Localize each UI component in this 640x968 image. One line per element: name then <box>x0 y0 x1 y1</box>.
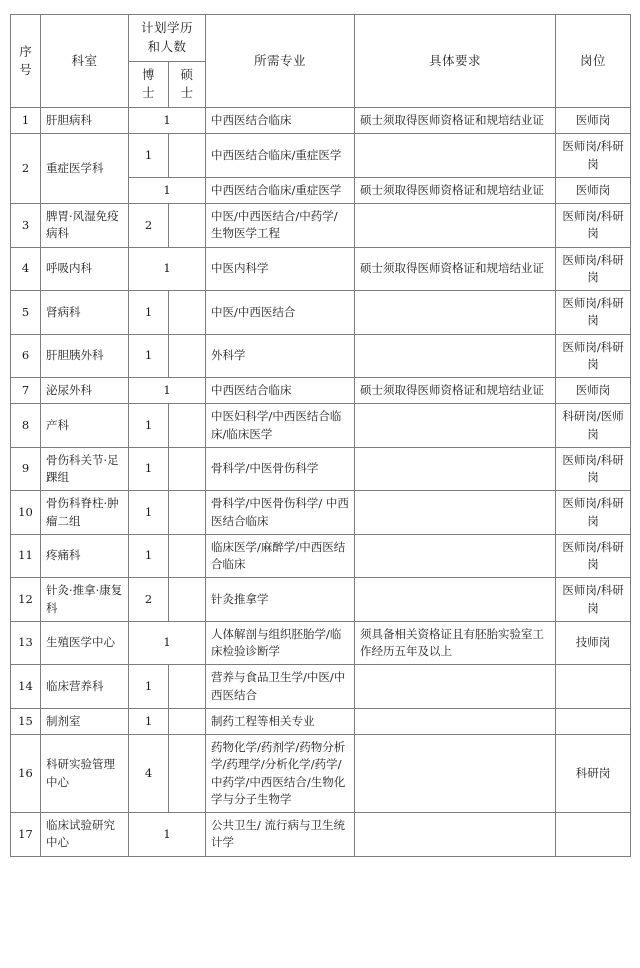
cell-position: 医师岗/科研岗 <box>556 247 631 291</box>
cell-index: 8 <box>11 404 41 448</box>
cell-masters-count <box>169 534 206 578</box>
header-index <box>11 15 41 108</box>
cell-doctorate-count: 1 <box>129 134 169 178</box>
cell-doctorate-count: 2 <box>129 204 169 248</box>
table-row <box>11 665 631 709</box>
cell-position <box>556 813 631 857</box>
table-row <box>11 578 631 622</box>
cell-doctorate-count: 1 <box>129 334 169 378</box>
table-row <box>11 708 631 734</box>
cell-position: 医师岗/科研岗 <box>556 134 631 178</box>
cell-department: 骨伤科关节·足踝组 <box>41 447 129 491</box>
cell-index: 12 <box>11 578 41 622</box>
cell-position: 医师岗/科研岗 <box>556 334 631 378</box>
cell-major: 中西医结合临床/重症医学 <box>206 177 355 203</box>
cell-requirement <box>355 578 556 622</box>
header-plan-line1: 计划学历 <box>141 20 194 35</box>
cell-major: 中西医结合临床 <box>206 108 355 134</box>
table-row <box>11 621 631 665</box>
cell-position: 医师岗/科研岗 <box>556 447 631 491</box>
cell-position <box>556 665 631 709</box>
header-doctorate <box>129 61 169 108</box>
cell-masters-count <box>169 578 206 622</box>
cell-index: 9 <box>11 447 41 491</box>
cell-doctorate-count: 1 <box>129 534 169 578</box>
cell-position: 医师岗/科研岗 <box>556 491 631 535</box>
cell-requirement: 须具备相关资格证且有胚胎实验室工作经历五年及以上 <box>355 621 556 665</box>
cell-index: 4 <box>11 247 41 291</box>
cell-masters-count <box>169 334 206 378</box>
table-row <box>11 334 631 378</box>
cell-major: 骨科学/中医骨伤科学 <box>206 447 355 491</box>
cell-index: 6 <box>11 334 41 378</box>
cell-index: 13 <box>11 621 41 665</box>
header-plan-degree-count <box>129 15 206 62</box>
table-row <box>11 491 631 535</box>
cell-major: 中西医结合临床 <box>206 378 355 404</box>
cell-requirement <box>355 134 556 178</box>
cell-requirement: 硕士须取得医师资格证和规培结业证 <box>355 378 556 404</box>
table-header <box>11 15 631 108</box>
header-masters-line1: 硕 <box>180 66 194 82</box>
cell-department: 肝胆病科 <box>41 108 129 134</box>
cell-index: 7 <box>11 378 41 404</box>
cell-department: 针灸·推拿·康复科 <box>41 578 129 622</box>
cell-position: 医师岗/科研岗 <box>556 204 631 248</box>
cell-degree-count-merged: 1 <box>129 813 206 857</box>
header-index-line1: 序 <box>19 43 32 59</box>
header-index-line2: 号 <box>19 62 32 77</box>
cell-department: 疼痛科 <box>41 534 129 578</box>
header-department: 科室 <box>41 15 129 108</box>
table-row <box>11 813 631 857</box>
cell-major: 制药工程等相关专业 <box>206 708 355 734</box>
cell-department: 制剂室 <box>41 708 129 734</box>
table-row <box>11 291 631 335</box>
cell-position <box>556 708 631 734</box>
header-requirement: 具体要求 <box>355 15 556 108</box>
table-row <box>11 134 631 178</box>
cell-position: 医师岗/科研岗 <box>556 578 631 622</box>
cell-major: 公共卫生/ 流行病与卫生统计学 <box>206 813 355 857</box>
cell-requirement <box>355 204 556 248</box>
cell-doctorate-count: 1 <box>129 291 169 335</box>
cell-masters-count <box>169 291 206 335</box>
cell-index: 3 <box>11 204 41 248</box>
cell-masters-count <box>169 404 206 448</box>
table-body <box>11 108 631 857</box>
cell-department: 临床试验研究中心 <box>41 813 129 857</box>
cell-masters-count <box>169 134 206 178</box>
cell-degree-count-merged: 1 <box>129 108 206 134</box>
header-major: 所需专业 <box>206 15 355 108</box>
table-row <box>11 447 631 491</box>
cell-doctorate-count: 1 <box>129 708 169 734</box>
header-plan-line2: 和人数 <box>147 38 187 54</box>
cell-masters-count <box>169 665 206 709</box>
cell-position: 医师岗/科研岗 <box>556 291 631 335</box>
cell-major: 骨科学/中医骨伤科学/ 中西医结合临床 <box>206 491 355 535</box>
header-row-1 <box>11 15 631 62</box>
cell-major: 中医/中西医结合 <box>206 291 355 335</box>
cell-masters-count <box>169 447 206 491</box>
header-masters-line2: 士 <box>180 85 194 101</box>
cell-degree-count-merged: 1 <box>129 378 206 404</box>
table-row <box>11 204 631 248</box>
cell-requirement <box>355 291 556 335</box>
cell-index: 15 <box>11 708 41 734</box>
cell-index: 10 <box>11 491 41 535</box>
cell-masters-count <box>169 735 206 813</box>
cell-department: 泌尿外科 <box>41 378 129 404</box>
table-row <box>11 378 631 404</box>
cell-index: 11 <box>11 534 41 578</box>
cell-requirement: 硕士须取得医师资格证和规培结业证 <box>355 177 556 203</box>
cell-index: 14 <box>11 665 41 709</box>
header-doctorate-line1: 博 <box>141 66 155 82</box>
cell-major: 中医内科学 <box>206 247 355 291</box>
cell-major: 针灸推拿学 <box>206 578 355 622</box>
cell-position: 科研岗 <box>556 735 631 813</box>
cell-position: 科研岗/医师岗 <box>556 404 631 448</box>
cell-position: 医师岗 <box>556 177 631 203</box>
cell-major: 人体解剖与组织胚胎学/临床检验诊断学 <box>206 621 355 665</box>
table-row <box>11 247 631 291</box>
table-row <box>11 404 631 448</box>
cell-department: 科研实验管理中心 <box>41 735 129 813</box>
cell-degree-count-merged: 1 <box>129 177 206 203</box>
cell-major: 外科学 <box>206 334 355 378</box>
cell-major: 营养与食品卫生学/中医/中西医结合 <box>206 665 355 709</box>
cell-index: 16 <box>11 735 41 813</box>
cell-position: 医师岗 <box>556 108 631 134</box>
cell-degree-count-merged: 1 <box>129 621 206 665</box>
cell-position: 技师岗 <box>556 621 631 665</box>
table-row <box>11 534 631 578</box>
cell-requirement <box>355 813 556 857</box>
cell-department: 临床营养科 <box>41 665 129 709</box>
header-doctorate-line2: 士 <box>141 85 155 101</box>
cell-masters-count <box>169 204 206 248</box>
cell-department: 肾病科 <box>41 291 129 335</box>
cell-major: 中医妇科学/中西医结合临床/临床医学 <box>206 404 355 448</box>
cell-requirement: 硕士须取得医师资格证和规培结业证 <box>355 108 556 134</box>
cell-requirement <box>355 447 556 491</box>
cell-requirement <box>355 534 556 578</box>
cell-department: 骨伤科脊柱·肿瘤二组 <box>41 491 129 535</box>
cell-doctorate-count: 1 <box>129 447 169 491</box>
cell-requirement <box>355 735 556 813</box>
cell-requirement <box>355 665 556 709</box>
cell-department: 生殖医学中心 <box>41 621 129 665</box>
cell-index: 17 <box>11 813 41 857</box>
header-position: 岗位 <box>556 15 631 108</box>
cell-requirement <box>355 491 556 535</box>
cell-masters-count <box>169 708 206 734</box>
cell-doctorate-count: 2 <box>129 578 169 622</box>
cell-requirement <box>355 334 556 378</box>
cell-index: 5 <box>11 291 41 335</box>
table-row <box>11 735 631 813</box>
cell-major: 中医/中西医结合/中药学/生物医学工程 <box>206 204 355 248</box>
cell-degree-count-merged: 1 <box>129 247 206 291</box>
recruitment-plan-table <box>10 14 631 857</box>
cell-requirement: 硕士须取得医师资格证和规培结业证 <box>355 247 556 291</box>
cell-department: 肝胆胰外科 <box>41 334 129 378</box>
table-row <box>11 108 631 134</box>
cell-masters-count <box>169 491 206 535</box>
cell-position: 医师岗 <box>556 378 631 404</box>
cell-requirement <box>355 708 556 734</box>
cell-department: 脾胃·风湿免疫病科 <box>41 204 129 248</box>
cell-major: 中西医结合临床/重症医学 <box>206 134 355 178</box>
cell-doctorate-count: 1 <box>129 404 169 448</box>
cell-requirement <box>355 404 556 448</box>
cell-doctorate-count: 1 <box>129 665 169 709</box>
cell-major: 临床医学/麻醉学/中西医结合临床 <box>206 534 355 578</box>
cell-major: 药物化学/药剂学/药物分析学/药理学/分析化学/药学/中药学/中西医结合/生物化学与分子生物学 <box>206 735 355 813</box>
cell-department: 呼吸内科 <box>41 247 129 291</box>
cell-department: 重症医学科 <box>41 134 129 204</box>
cell-doctorate-count: 1 <box>129 491 169 535</box>
cell-index: 2 <box>11 134 41 204</box>
header-masters <box>169 61 206 108</box>
cell-department: 产科 <box>41 404 129 448</box>
cell-doctorate-count: 4 <box>129 735 169 813</box>
cell-index: 1 <box>11 108 41 134</box>
cell-position: 医师岗/科研岗 <box>556 534 631 578</box>
